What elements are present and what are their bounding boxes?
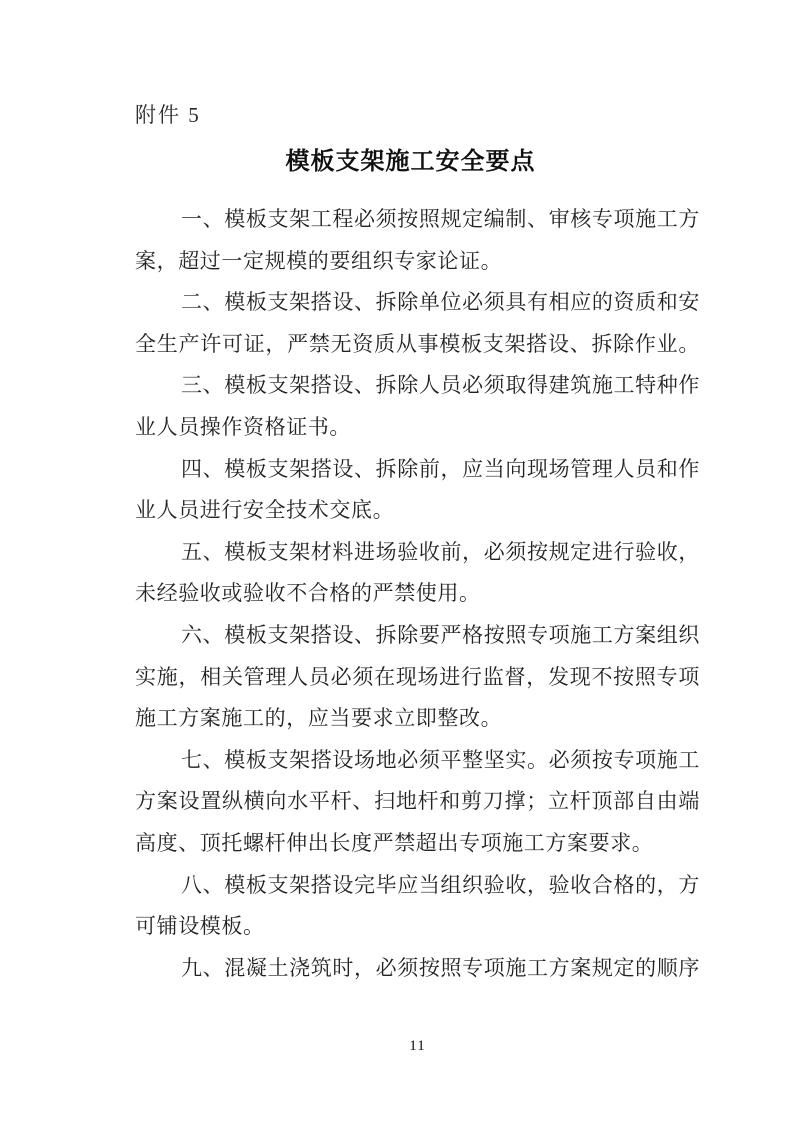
paragraph-1-line: 一、模板支架工程必须按照规定编制、审核专项施工方: [181, 207, 700, 231]
paragraph-9-line: 九、混凝土浇筑时，必须按照专项施工方案规定的顺序: [181, 955, 700, 980]
page-number: 11: [409, 1038, 426, 1054]
paragraph-7-line: 七、模板支架搭设场地必须平整坚实。必须按专项施工: [181, 747, 700, 772]
document-body: [135, 199, 700, 989]
paragraph-3-line: 三、模板支架搭设、拆除人员必须取得建筑施工特种作: [181, 373, 700, 398]
paragraph-7-line: 高度、顶托螺杆伸出长度严禁超出专项施工方案要求。: [135, 830, 654, 855]
paragraph-8-line: 八、模板支架搭设完毕应当组织验收，验收合格的，方: [181, 872, 700, 897]
paragraph-1-line: 案，超过一定规模的要组织专家论证。: [135, 248, 503, 273]
paragraph-4-line: 业人员进行安全技术交底。: [135, 498, 395, 523]
paragraph-6-line: 实施，相关管理人员必须在现场进行监督，发现不按照专项: [135, 664, 700, 689]
paragraph-8-line: 可铺设模板。: [135, 914, 265, 939]
paragraph-2-line: 二、模板支架搭设、拆除单位必须具有相应的资质和安: [181, 290, 700, 315]
paragraph-6-line: 六、模板支架搭设、拆除要严格按照专项施工方案组织: [181, 622, 700, 647]
paragraph-3-line: 业人员操作资格证书。: [135, 414, 351, 439]
paragraph-2-line: 全生产许可证，严禁无资质从事模板支架搭设、拆除作业。: [135, 331, 700, 356]
paragraph-5-line: 五、模板支架材料进场验收前，必须按规定进行验收，: [181, 539, 700, 564]
document-title: 模板支架施工安全要点: [285, 149, 536, 175]
paragraph-7-line: 方案设置纵横向水平杆、扫地杆和剪刀撑；立杆顶部自由端: [135, 789, 700, 814]
paragraph-5-line: 未经验收或验收不合格的严禁使用。: [135, 581, 481, 606]
paragraph-6-line: 施工方案施工的，应当要求立即整改。: [135, 706, 503, 731]
paragraph-4-line: 四、模板支架搭设、拆除前，应当向现场管理人员和作: [181, 456, 700, 481]
attachment-label: 附件 5: [135, 103, 201, 127]
